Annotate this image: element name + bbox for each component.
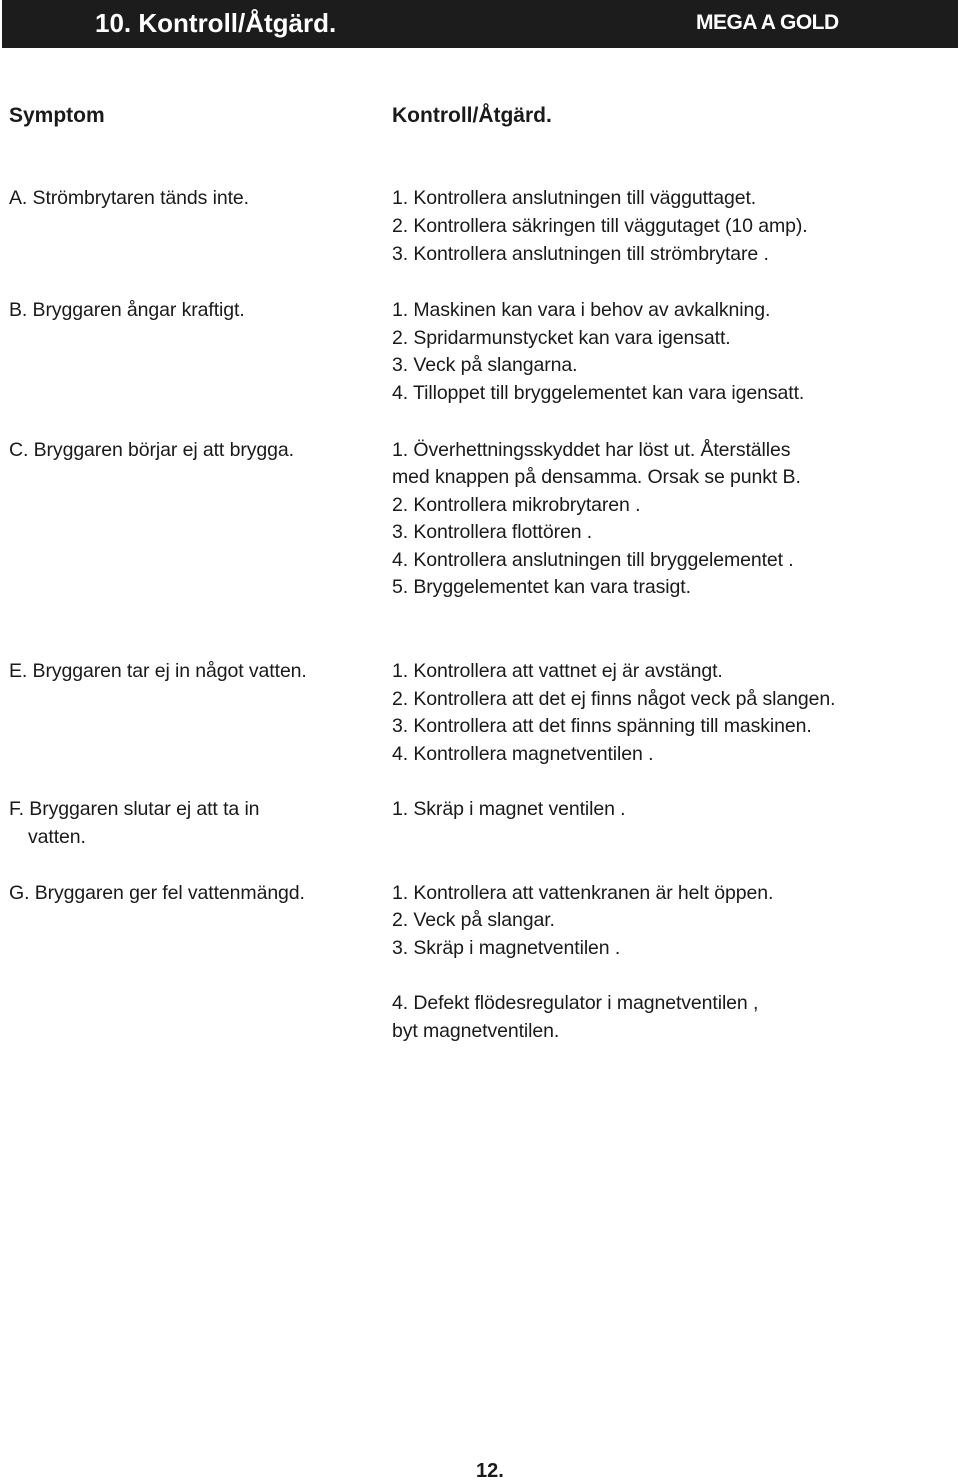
action-c-3: 3. Kontrollera flottören .	[392, 521, 593, 543]
action-c-5: 5. Bryggelementet kan vara trasigt.	[392, 576, 691, 598]
action-e-4: 4. Kontrollera magnetventilen .	[392, 743, 654, 765]
action-g-4-cont: byt magnetventilen.	[392, 1020, 560, 1042]
action-c-4: 4. Kontrollera anslutningen till bryggelementet .	[392, 549, 794, 571]
action-g-4: 4. Defekt flödesregulator i magnetventilen ,	[392, 992, 759, 1014]
symptom-f: F. Bryggaren slutar ej att ta in	[9, 798, 260, 820]
action-b-2: 2. Spridarmunstycket kan vara igensatt.	[392, 327, 731, 349]
action-c-1: 1. Överhettningsskyddet har löst ut. Återställes	[392, 439, 791, 461]
action-b-3: 3. Veck på slangarna.	[392, 354, 578, 376]
action-g-1: 1. Kontrollera att vattenkranen är helt öppen.	[392, 882, 774, 904]
action-b-1: 1. Maskinen kan vara i behov av avkalkning.	[392, 299, 771, 321]
action-e-3: 3. Kontrollera att det finns spänning till maskinen.	[392, 715, 812, 737]
symptom-c: C. Bryggaren börjar ej att brygga.	[9, 439, 294, 461]
header-bar	[2, 0, 958, 48]
action-a-2: 2. Kontrollera säkringen till väggutaget (10 amp).	[392, 215, 808, 237]
action-g-3: 3. Skräp i magnetventilen .	[392, 937, 621, 959]
action-b-4: 4. Tilloppet till bryggelementet kan vara igensatt.	[392, 382, 805, 404]
page-title: 10. Kontroll/Åtgärd.	[95, 8, 337, 38]
symptom-f-cont: vatten.	[28, 826, 86, 848]
action-c-2: 2. Kontrollera mikrobrytaren .	[392, 494, 641, 516]
symptom-a: A. Strömbrytaren tänds inte.	[9, 187, 249, 209]
action-e-1: 1. Kontrollera att vattnet ej är avstängt.	[392, 660, 723, 682]
action-c-1-cont: med knappen på densamma. Orsak se punkt B.	[392, 466, 801, 488]
product-name: MEGA A GOLD	[696, 11, 839, 34]
action-f-1: 1. Skräp i magnet ventilen .	[392, 798, 626, 820]
symptom-e: E. Bryggaren tar ej in något vatten.	[9, 660, 307, 682]
page-number: 12.	[476, 1460, 504, 1482]
action-g-2: 2. Veck på slangar.	[392, 909, 555, 931]
symptom-g: G. Bryggaren ger fel vattenmängd.	[9, 882, 305, 904]
action-column-heading: Kontroll/Åtgärd.	[392, 104, 552, 127]
action-a-1: 1. Kontrollera anslutningen till vägguttaget.	[392, 187, 757, 209]
action-e-2: 2. Kontrollera att det ej finns något veck på slangen.	[392, 688, 836, 710]
action-a-3: 3. Kontrollera anslutningen till strömbrytare .	[392, 243, 769, 265]
symptom-b: B. Bryggaren ångar kraftigt.	[9, 299, 245, 321]
symptom-column-heading: Symptom	[9, 104, 105, 127]
